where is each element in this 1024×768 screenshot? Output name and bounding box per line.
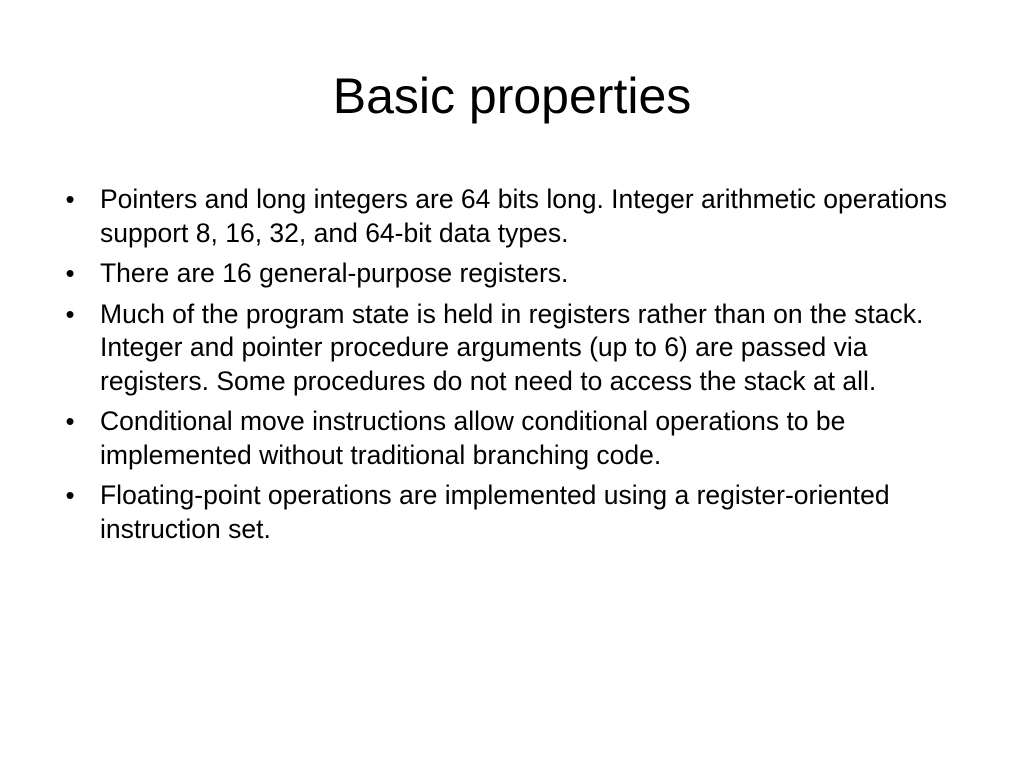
bullet-dot-icon: •	[65, 406, 75, 436]
bullet-dot-icon: •	[65, 480, 75, 510]
bullet-text: Conditional move instructions allow conditional operations to be implemented without traditional branching code.	[100, 406, 846, 470]
bullet-item	[60, 479, 965, 546]
slide-title: Basic properties	[332, 68, 692, 124]
bullet-item	[60, 405, 965, 472]
bullet-text: Pointers and long integers are 64 bits long. Integer arithmetic operations support 8, 16, 32, and 64-bit data types.	[100, 184, 948, 248]
bullet-text: Much of the program state is held in registers rather than on the stack. Integer and pointer procedure arguments (up to 6) are passed via registers. Some procedures do not need to access the stack at all.	[100, 298, 924, 396]
bullet-item	[60, 257, 965, 291]
bullet-text: Floating-point operations are implemented using a register-oriented instruction set.	[100, 480, 890, 544]
bullet-text: There are 16 general-purpose registers.	[100, 258, 569, 288]
bullet-list	[60, 183, 965, 553]
bullet-item	[60, 298, 965, 399]
bullet-dot-icon: •	[65, 258, 75, 288]
bullet-item	[60, 183, 965, 250]
bullet-dot-icon: •	[65, 298, 75, 329]
bullet-dot-icon: •	[65, 184, 75, 214]
